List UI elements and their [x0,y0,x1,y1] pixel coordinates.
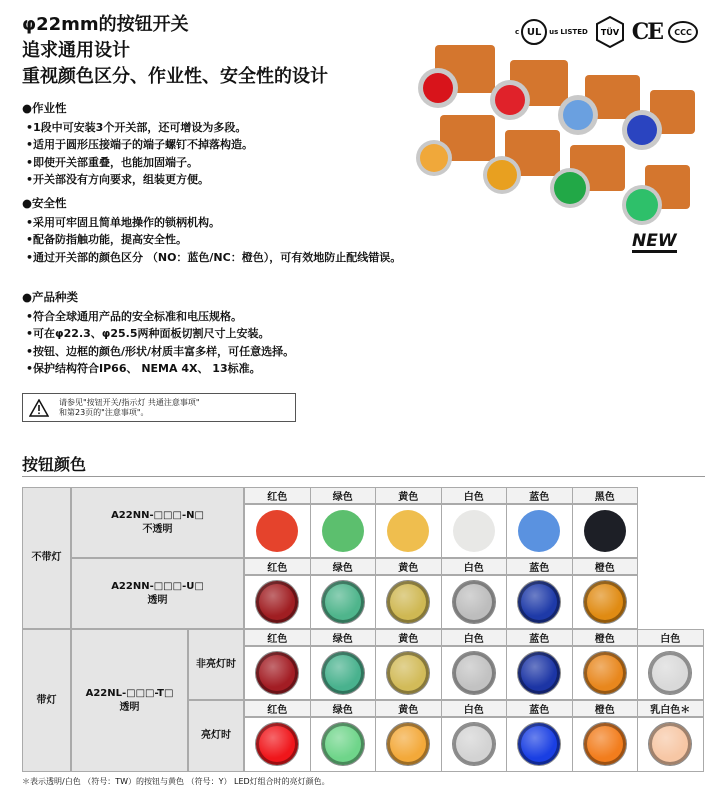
color-swatch [387,510,429,552]
color-header: 黄色 [375,558,442,575]
new-badge: NEW [632,231,677,251]
state-off: 非亮灯时 [188,629,244,700]
list-item: •符合全球通用产品的安全标准和电压规格。 [26,309,243,323]
ul-logo-icon: UL [521,19,547,45]
warning-icon [29,399,49,417]
color-header: 红色 [244,700,311,717]
color-header: 绿色 [310,487,377,504]
state-on: 亮灯时 [188,700,244,772]
color-header: 绿色 [310,700,377,717]
color-header: 红色 [244,487,311,504]
group-light: 带灯 [22,629,71,772]
color-header: 橙色 [572,629,639,646]
model-t-sub: 透明 [119,701,140,713]
color-header: 黄色 [375,700,442,717]
ccc-mark: CCC [668,21,698,43]
color-header: 蓝色 [506,700,573,717]
note-line-1: 请参见"按钮开关/指示灯 共通注意事项" [59,397,200,407]
photo-switch-red-1 [418,45,495,108]
color-header: 蓝色 [506,629,573,646]
color-swatch [518,723,560,765]
color-header: 黄色 [375,629,442,646]
section-title: ●产品种类 [22,290,79,304]
photo-switch-red-2 [490,60,568,120]
color-swatch [387,581,429,623]
color-header: 白色 [441,558,508,575]
photo-switch-green-1 [550,145,625,208]
color-swatch [387,652,429,694]
list-item: •采用可牢固且简单地操作的锁柄机构。 [26,215,221,229]
list-item: •适用于圆形压接端子的端子螺钉不掉落构造。 [26,138,254,152]
color-header: 白色 [441,629,508,646]
ce-mark: CE [631,19,663,45]
color-swatch [453,723,495,765]
color-swatch [584,652,626,694]
color-swatch [584,581,626,623]
model-t: A22NL-□□□-T□ [85,687,174,699]
color-swatch [649,723,691,765]
model-n-cell [71,487,244,558]
section-product-range [22,289,294,378]
color-header: 黄色 [375,487,442,504]
color-swatch [649,652,691,694]
color-swatch [322,581,364,623]
color-header: 橙色 [572,700,639,717]
model-u-cell [71,558,244,629]
color-header: 绿色 [310,558,377,575]
color-swatch [584,510,626,552]
header-line-3: 重视颜色区分、作业性、安全性的设计 [22,66,328,87]
colors-title: 按钮颜色 [22,455,87,474]
section-safety [22,195,407,266]
color-swatch [584,723,626,765]
section-title: ●安全性 [22,196,67,210]
color-header: 乳白色＊ [637,700,704,717]
model-n-sub: 不透明 [142,523,173,535]
color-swatch [453,581,495,623]
product-photo [410,40,700,260]
svg-text:TÜV: TÜV [600,28,619,37]
color-header: 黑色 [572,487,639,504]
color-header: 绿色 [310,629,377,646]
section-title: ●作业性 [22,101,67,115]
color-swatch [518,652,560,694]
color-swatch [256,723,298,765]
caution-note [22,393,296,422]
list-item: •即使开关部重叠，也能加固端子。 [26,155,199,169]
color-swatch [322,652,364,694]
color-header: 蓝色 [506,558,573,575]
model-u: A22NN-□□□-U□ [111,580,204,592]
note-line-2: 和第23页的"注意事项"。 [59,407,149,417]
list-item: •保护结构符合IP66、 NEMA 4X、 13标准。 [26,362,261,376]
header-line-2: 追求通用设计 [22,40,130,61]
ul-listed-mark: c UL us LISTED [515,19,588,45]
color-header: 红色 [244,558,311,575]
color-header: 白色 [441,700,508,717]
color-swatch [322,510,364,552]
color-swatch [256,510,298,552]
color-swatch [322,723,364,765]
color-swatch [453,510,495,552]
page-header [22,12,328,90]
model-n: A22NN-□□□-N□ [111,509,204,521]
list-item: •配备防指触功能，提高安全性。 [26,233,188,247]
list-item: •开关部没有方向要求，组装更方便。 [26,173,210,187]
photo-switch-green-2 [622,165,690,225]
color-swatch [518,581,560,623]
color-swatch [256,652,298,694]
color-swatch [518,510,560,552]
color-swatch [453,652,495,694]
model-t-cell [71,629,188,772]
title-divider [22,476,705,477]
color-header: 橙色 [572,558,639,575]
footnote: ＊表示透明/白色 （符号：TW）的按钮与黄色 （符号：Y） LED灯组合时的亮灯颜色。 [22,777,330,786]
photo-switch-yellow-1 [416,115,495,176]
header-line-1: φ22mm的按钮开关 [22,14,189,35]
list-item: •按钮、边框的颜色/形状/材质丰富多样，可任意选择。 [26,344,295,358]
color-header: 蓝色 [506,487,573,504]
color-swatch [387,723,429,765]
color-swatch [256,581,298,623]
section-workability [22,100,253,189]
color-header: 红色 [244,629,311,646]
color-header: 白色 [637,629,704,646]
list-item: •通过开关部的颜色区分 （NO：蓝色/NC：橙色），可有效地防止配线错误。 [26,250,402,264]
model-u-sub: 透明 [147,594,168,606]
list-item: •1段中可安装3个开关部，还可增设为多段。 [26,120,247,134]
color-header: 白色 [441,487,508,504]
list-item: •可在φ22.3、φ25.5两种面板切割尺寸上安装。 [26,327,270,341]
group-no-light: 不带灯 [22,487,71,629]
